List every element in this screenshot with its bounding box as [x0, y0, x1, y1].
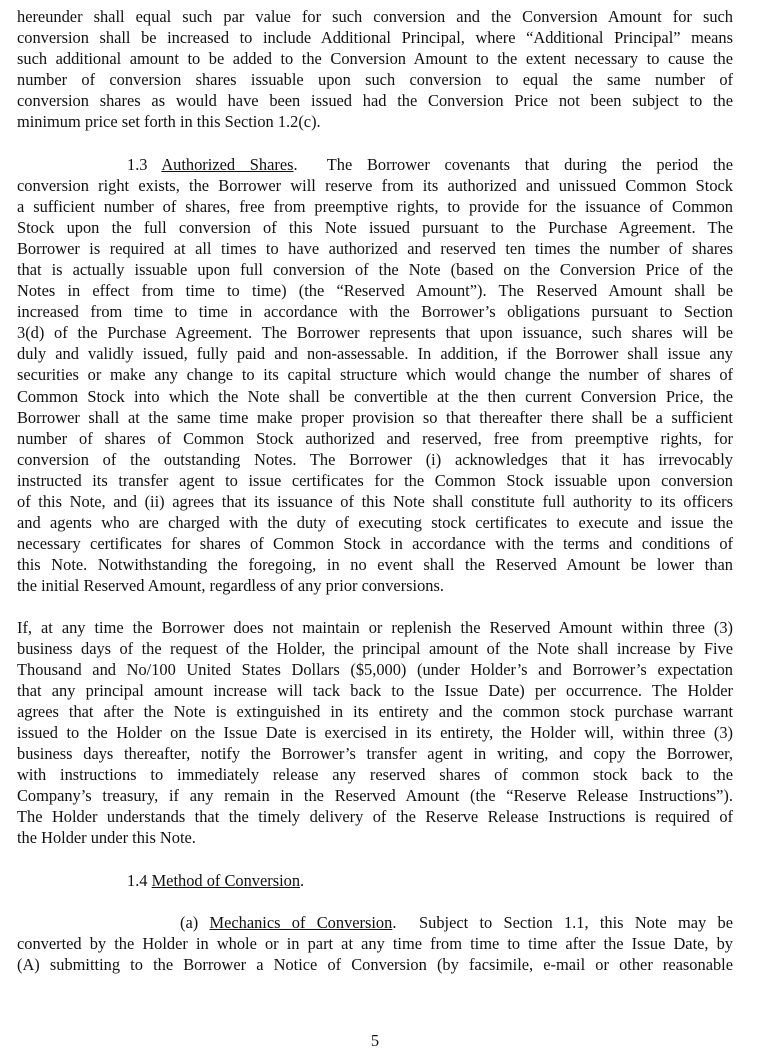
text-line: that any principal amount increase will tack back to the Issue Date) per occurrence. The Holder	[17, 681, 733, 701]
text-line: hereunder shall equal such par value for such conversion and the Conversion Amount for such	[17, 7, 733, 26]
text-line: the Holder under this Note.	[17, 828, 196, 848]
section-1-3-authorized-shares	[17, 154, 733, 596]
text-line: Company’s treasury, if any remain in the Reserved Amount (the “Reserve Release Instructions”).	[17, 786, 733, 806]
text-line: number of shares of Common Stock authorized and reserved, free from preemptive rights, for	[17, 428, 733, 448]
period: .	[300, 871, 305, 890]
text-line: conversion shall be increased to include Additional Principal, where “Additional Principal” means	[17, 28, 733, 48]
paragraph-par-value	[17, 6, 733, 132]
text-line: 3(d) of the Purchase Agreement. The Borrower represents that upon issuance, such shares will be	[17, 323, 733, 343]
section-heading-line	[17, 870, 733, 891]
text-line: duly and validly issued, fully paid and non-assessable. In addition, if the Borrower shall issue any	[17, 344, 733, 364]
subsection-text: . Subject to Section 1.1, this Note may be	[392, 913, 733, 932]
text-line: of this Note, and (ii) agrees that its issuance of this Note shall constitute full authority to its officers	[17, 491, 733, 511]
text-line: Common Stock into which the Note shall be convertible at the then current Conversion Price, the	[17, 386, 733, 406]
text-line: conversion of the outstanding Notes. The Borrower (i) acknowledges that it has irrevocably	[17, 449, 733, 469]
text-line: this Note. Notwithstanding the foregoing, in no event shall the Reserved Amount be lower than	[17, 554, 733, 574]
subsection-body	[17, 933, 733, 975]
section-title: Authorized Shares	[161, 155, 294, 174]
section-heading-line	[17, 154, 733, 175]
text-line: minimum price set forth in this Section 1.2(c).	[17, 112, 321, 132]
text-line: a sufficient number of shares, free from preemptive rights, to provide for the issuance of Common	[17, 197, 733, 217]
text-line: Notes in effect from time to time) (the “Reserved Amount”). The Reserved Amount shall be	[17, 281, 733, 301]
text-line: The Holder understands that the timely delivery of the Reserve Release Instructions is required of	[17, 807, 733, 827]
text-line: necessary certificates for shares of Common Stock in accordance with the terms and conditions of	[17, 533, 733, 553]
text-line: and agents who are charged with the duty of executing stock certificates to execute and issue the	[17, 512, 733, 532]
section-number: 1.4	[127, 871, 148, 890]
subsection-title: Mechanics of Conversion	[209, 913, 393, 932]
text-line: Borrower shall at the same time make proper provision so that thereafter there shall be a sufficient	[17, 407, 733, 427]
text-line: business days of the request of the Holder, the principal amount of the Note shall increase by Five	[17, 639, 733, 659]
text-line: increased from time to time in accordance with the Borrower’s obligations pursuant to Section	[17, 302, 733, 322]
text-line: that is actually issuable upon full conversion of the Note (based on the Conversion Price of the	[17, 260, 733, 280]
text-line: Thousand and No/100 United States Dollars ($5,000) (under Holder’s and Borrower’s expectation	[17, 660, 733, 680]
text-line: agrees that after the Note is extinguished in its entirety and the common stock purchase warrant	[17, 702, 733, 722]
text-line: instructed its transfer agent to issue certificates for the Common Stock issuable upon conversion	[17, 470, 733, 490]
section-body	[17, 175, 733, 596]
text-line: If, at any time the Borrower does not maintain or replenish the Reserved Amount within three (3)	[17, 618, 733, 637]
text-line: securities or make any change to its capital structure which would change the number of shares of	[17, 365, 733, 385]
text-line: business days thereafter, notify the Borrower’s transfer agent in writing, and copy the Borrower,	[17, 744, 733, 764]
text-line: (A) submitting to the Borrower a Notice of Conversion (by facsimile, e-mail or other reasonable	[17, 955, 733, 975]
section-1-4-method-of-conversion	[17, 870, 733, 891]
text-line: Stock upon the full conversion of this Note issued pursuant to the Purchase Agreement. The	[17, 218, 733, 238]
section-1-4-a-mechanics	[17, 912, 733, 975]
paragraph-reserved-amount	[17, 617, 733, 849]
subsection-number: (a)	[180, 913, 199, 932]
text-line: conversion shares as would have been issued had the Conversion Price not been subject to the	[17, 91, 733, 111]
section-title: Method of Conversion	[151, 871, 301, 890]
text-line: conversion right exists, the Borrower will reserve from its authorized and unissued Common Stock	[17, 176, 733, 196]
subsection-heading-line	[17, 912, 733, 933]
text-line: number of conversion shares issuable upon such conversion to equal the same number of	[17, 70, 733, 90]
text-line: such additional amount to be added to the Conversion Amount to the extent necessary to cause the	[17, 49, 733, 69]
text-line: the initial Reserved Amount, regardless of any prior conversions.	[17, 575, 444, 595]
text-line: converted by the Holder in whole or in part at any time from time to time after the Issue Date, by	[17, 934, 733, 954]
section-number: 1.3	[127, 155, 148, 174]
section-text: . The Borrower covenants that during the period the	[293, 155, 733, 174]
text-line: issued to the Holder on the Issue Date is exercised in its entirety, the Holder will, within three (3)	[17, 723, 733, 743]
text-line: Borrower is required at all times to have authorized and reserved ten times the number of shares	[17, 239, 733, 259]
text-line: with instructions to immediately release any reserved shares of common stock back to the	[17, 765, 733, 785]
page-number: 5	[370, 1031, 380, 1050]
